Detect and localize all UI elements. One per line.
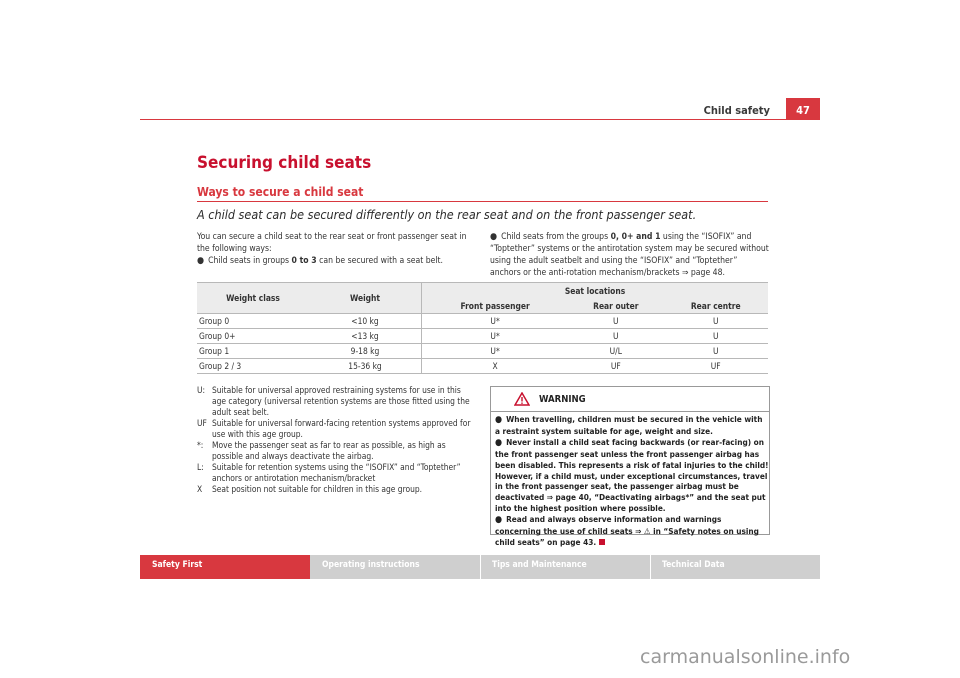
cell-front-passenger: U* bbox=[422, 329, 569, 344]
cell-rear-centre: UF bbox=[663, 359, 768, 374]
table-header-row bbox=[197, 283, 768, 299]
warning-header bbox=[491, 387, 769, 409]
warning-box bbox=[490, 386, 770, 547]
header-front-passenger: Front passenger bbox=[422, 298, 569, 314]
bullet-item bbox=[490, 231, 770, 279]
bullet-text-pre: Child seats in groups bbox=[208, 256, 292, 266]
cell-rear-outer: U/L bbox=[568, 344, 663, 359]
tab-technical-data[interactable] bbox=[650, 555, 820, 579]
tab-operating-instructions[interactable] bbox=[310, 555, 480, 579]
warning-item-text: When travelling, children must be secured in the vehicle with a restraint system suitable for age, weight and size. bbox=[495, 414, 763, 436]
bullet-text-post: using the “ISOFIX” and “Toptether” systems or the antirotation system may be secured without using the adult seatbelt and using the “ISOFIX” and “Toptether” anchors or the anti-rotation mechanism/brackets ⇒ page 48. bbox=[490, 232, 769, 278]
cell-weight: <13 kg bbox=[309, 329, 422, 344]
legend-key: U: bbox=[197, 385, 206, 395]
warning-item bbox=[495, 437, 769, 514]
subtitle-rule bbox=[197, 201, 768, 202]
cell-weight-class: Group 0 bbox=[197, 314, 309, 329]
warning-triangle-icon bbox=[514, 392, 530, 406]
header-weight-class: Weight class bbox=[197, 283, 309, 314]
legend-item bbox=[197, 484, 472, 495]
cell-weight: <10 kg bbox=[309, 314, 422, 329]
page-number: 47 bbox=[796, 104, 810, 117]
tab-label: Technical Data bbox=[662, 560, 725, 570]
tab-label: Operating instructions bbox=[322, 560, 420, 570]
cell-weight-class: Group 1 bbox=[197, 344, 309, 359]
bullet-text-bold: 0 to 3 bbox=[291, 256, 317, 266]
intro-text: You can secure a child seat to the rear seat or front passenger seat in the following ways: bbox=[197, 232, 467, 254]
table-row bbox=[197, 344, 768, 359]
cell-weight: 9-18 kg bbox=[309, 344, 422, 359]
warning-item bbox=[495, 414, 769, 437]
legend-key: L: bbox=[197, 462, 204, 472]
table-row bbox=[197, 314, 768, 329]
header-rule bbox=[140, 119, 820, 120]
cell-rear-outer: U bbox=[568, 314, 663, 329]
legend-item bbox=[197, 418, 472, 440]
cell-rear-centre: U bbox=[663, 344, 768, 359]
bullet-icon: ● bbox=[495, 515, 503, 526]
legend-key: *: bbox=[197, 440, 204, 450]
table-row bbox=[197, 359, 768, 374]
intro-column-left bbox=[197, 231, 472, 267]
bullet-icon: ● bbox=[197, 256, 205, 266]
page-title: Securing child seats bbox=[197, 153, 372, 173]
section-subtitle: Ways to secure a child seat bbox=[197, 185, 364, 199]
cell-rear-outer: UF bbox=[568, 359, 663, 374]
bullet-icon: ● bbox=[490, 232, 498, 242]
header-weight: Weight bbox=[309, 283, 422, 314]
header-seat-locations: Seat locations bbox=[422, 283, 769, 299]
section-title: Child safety bbox=[703, 104, 770, 117]
legend-text: Move the passenger seat as far to rear as possible, as high as possible and always deactivate the airbag. bbox=[212, 440, 446, 461]
table-legend bbox=[197, 385, 472, 495]
lead-paragraph: A child seat can be secured differently on the rear seat and on the front passenger seat. bbox=[197, 207, 697, 222]
tab-label: Tips and Maintenance bbox=[492, 560, 587, 570]
legend-text: Suitable for universal approved restraining systems for use in this age category (universal retention systems are those fitted using the adult seat belt. bbox=[212, 385, 470, 417]
bullet-icon: ● bbox=[495, 415, 503, 425]
warning-body bbox=[495, 414, 769, 548]
bullet-text-bold: 0, 0+ and 1 bbox=[610, 232, 661, 242]
cell-front-passenger: U* bbox=[422, 344, 569, 359]
bullet-text-pre: Child seats from the groups bbox=[501, 232, 611, 242]
bullet-item bbox=[197, 255, 472, 267]
cell-rear-centre: U bbox=[663, 314, 768, 329]
legend-text: Suitable for retention systems using the “ISOFIX” and “Toptether” anchors or antirotation mechanism/bracket bbox=[212, 462, 461, 483]
bullet-text-post: can be secured with a seat belt. bbox=[316, 256, 444, 266]
cell-weight-class: Group 0+ bbox=[197, 329, 309, 344]
legend-key: UF bbox=[197, 418, 207, 428]
cell-weight-class: Group 2 / 3 bbox=[197, 359, 309, 374]
legend-item bbox=[197, 440, 472, 462]
warning-item-text: Read and always observe information and warnings concerning the use of child seats ⇒ ⚠ in “Safety notes on using child seats” on page 43. bbox=[495, 514, 759, 547]
legend-text: Suitable for universal forward-facing retention systems approved for use with this age group. bbox=[212, 418, 471, 439]
warning-divider bbox=[491, 411, 769, 412]
warning-item bbox=[495, 514, 769, 548]
tab-tips-and-maintenance[interactable] bbox=[480, 555, 650, 579]
watermark: carmanualsonline.info bbox=[640, 646, 851, 668]
cell-rear-centre: U bbox=[663, 329, 768, 344]
table-row bbox=[197, 329, 768, 344]
seat-locations-table bbox=[197, 282, 768, 374]
header-rear-centre: Rear centre bbox=[663, 298, 768, 314]
tab-safety-first[interactable] bbox=[140, 555, 310, 579]
tab-separator bbox=[480, 555, 481, 579]
cell-front-passenger: X bbox=[422, 359, 569, 374]
header-rear-outer: Rear outer bbox=[568, 298, 663, 314]
bullet-icon: ● bbox=[495, 437, 503, 448]
cell-weight: 15-36 kg bbox=[309, 359, 422, 374]
warning-item-text: Never install a child seat facing backwards (or rear-facing) on the front passenger seat unless the front passenger airbag has been disabled. This represents a risk of fatal injuries to the child! However, if a child must, under exceptional circumstances, travel in the front passenger seat, the passenger airbag must be deactivated ⇒ page 40, “Deactivating airbags*” and the seat put into the highest position where possible. bbox=[495, 436, 769, 514]
legend-item bbox=[197, 462, 472, 484]
legend-item bbox=[197, 385, 472, 418]
legend-key: X bbox=[197, 484, 203, 494]
intro-column-right bbox=[490, 231, 770, 279]
tab-label: Safety First bbox=[152, 560, 203, 570]
cell-rear-outer: U bbox=[568, 329, 663, 344]
tab-separator bbox=[650, 555, 651, 579]
cell-front-passenger: U* bbox=[422, 314, 569, 329]
legend-text: Seat position not suitable for children in this age group. bbox=[212, 484, 423, 494]
end-marker-icon bbox=[599, 539, 605, 545]
warning-label: WARNING bbox=[539, 394, 586, 405]
